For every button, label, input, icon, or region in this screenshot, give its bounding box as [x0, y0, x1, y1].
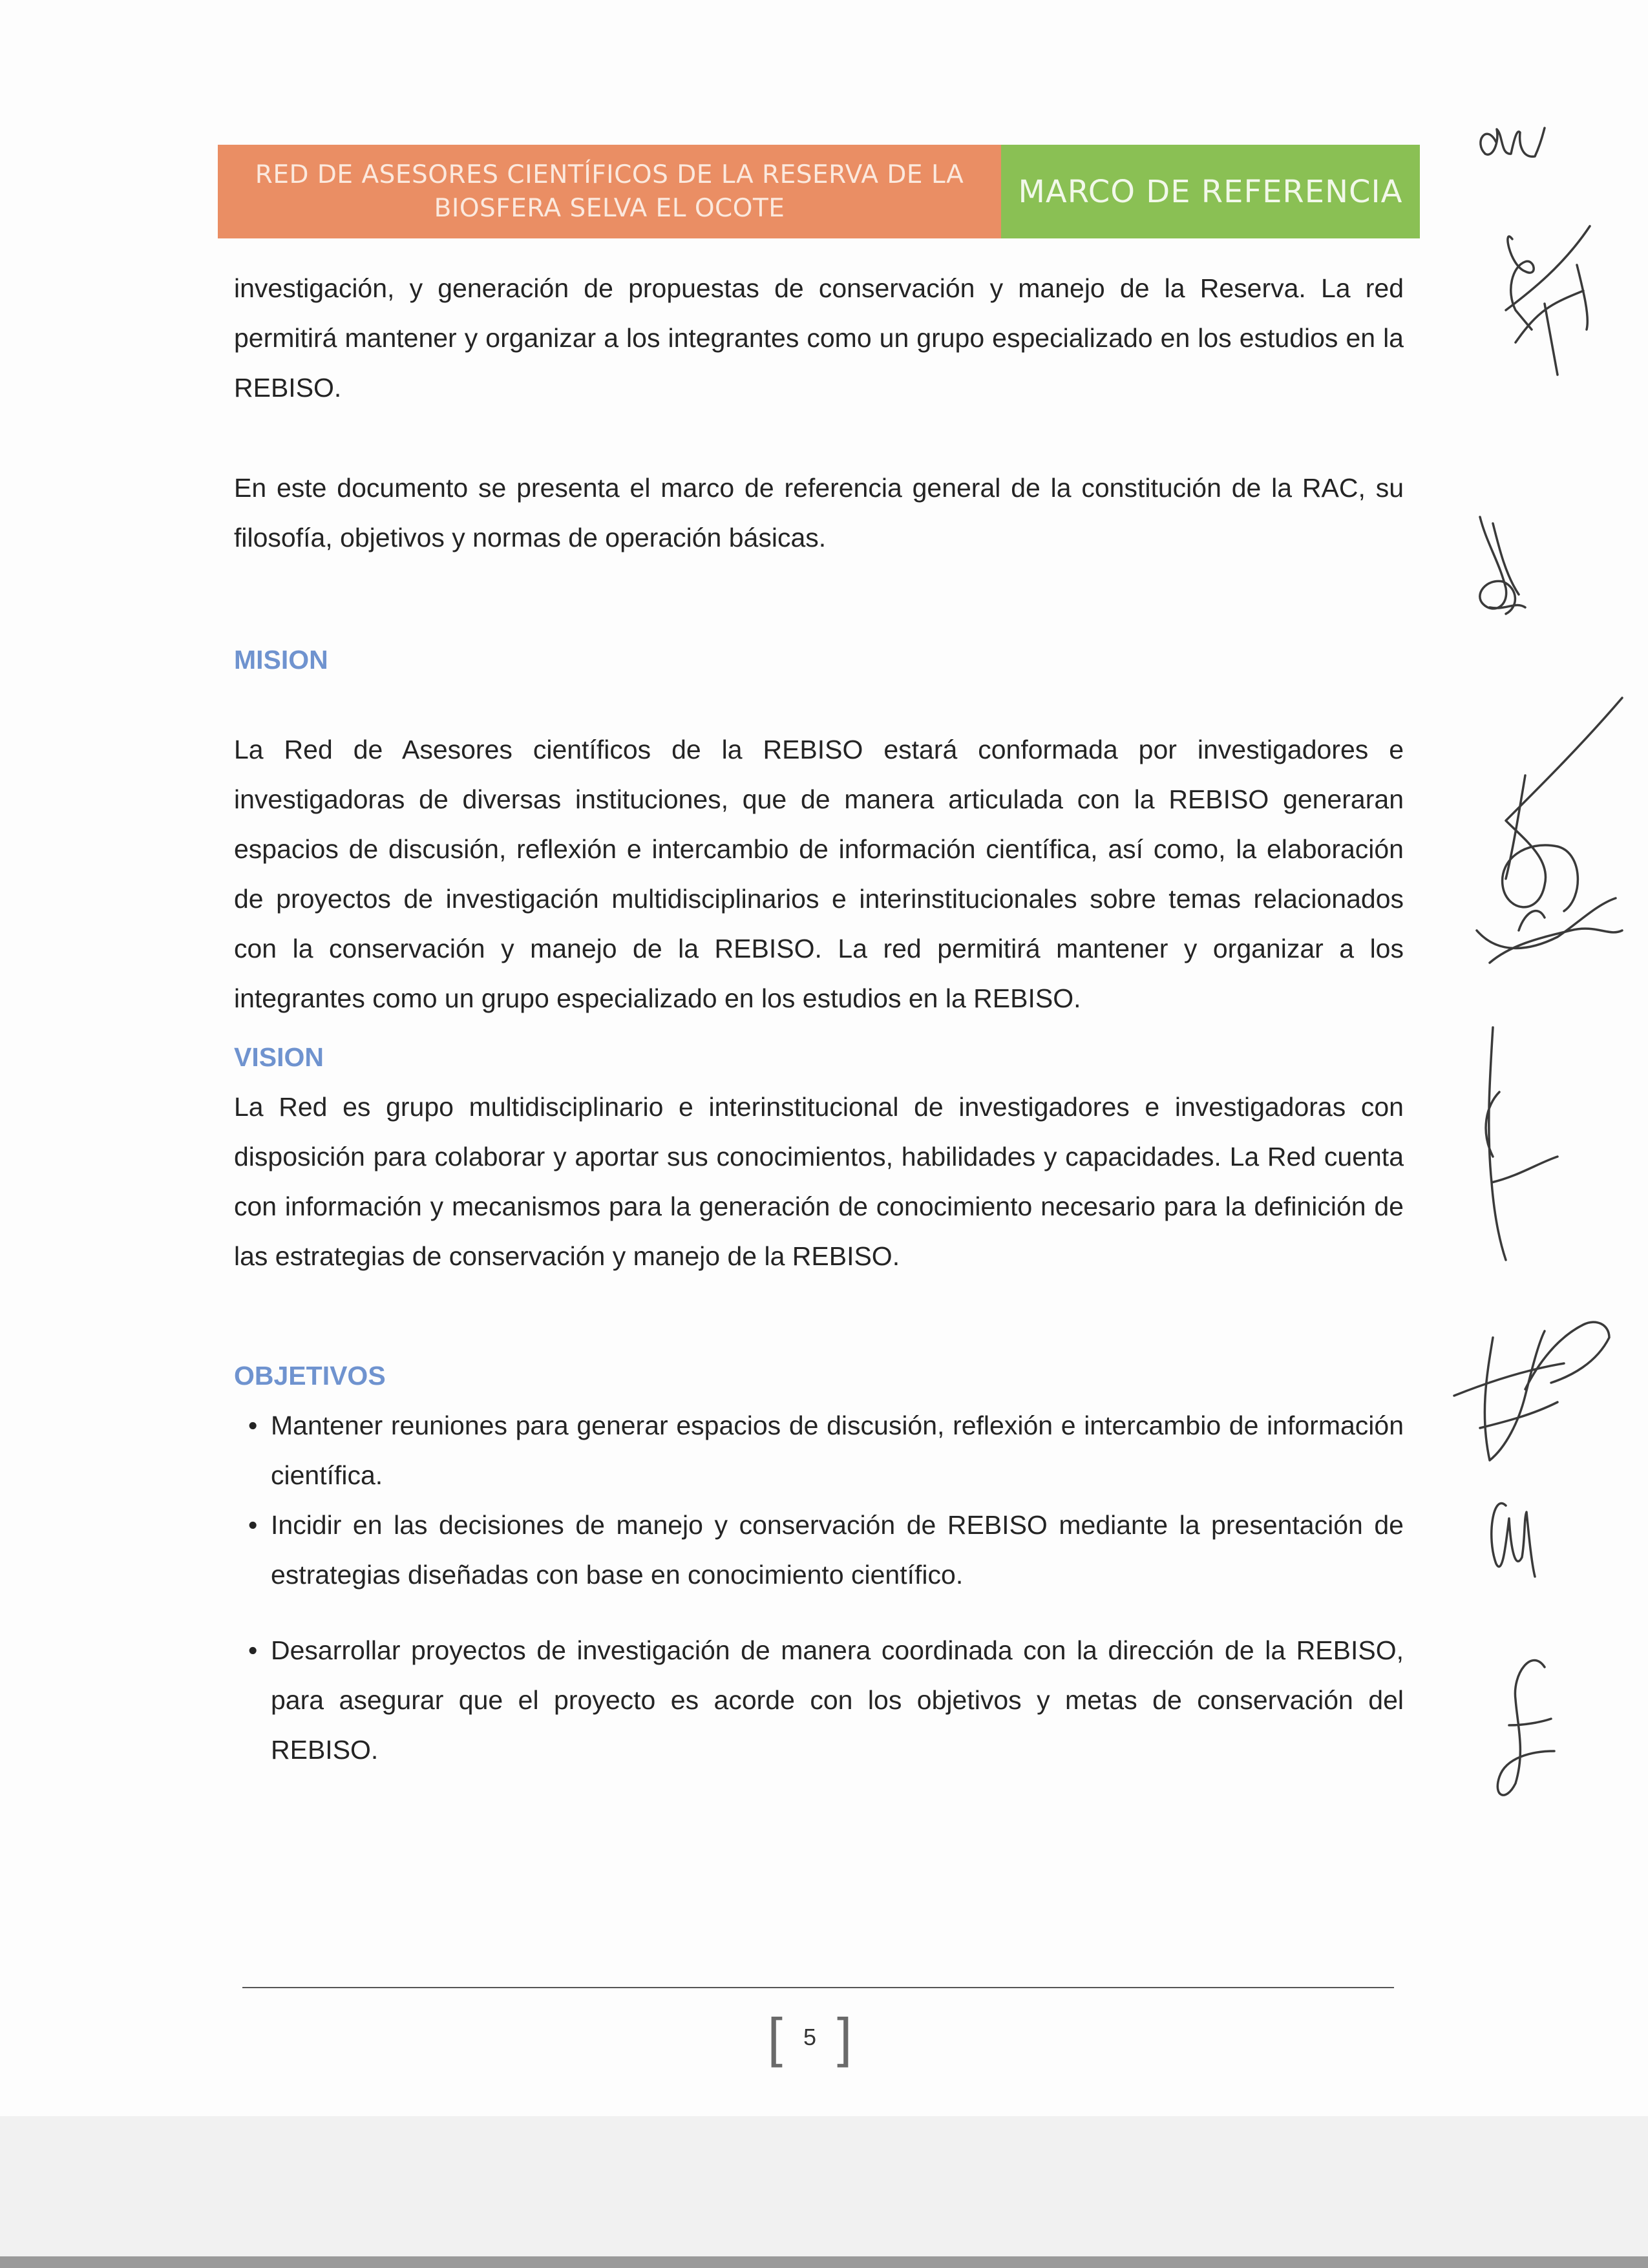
- page-number: 5: [803, 2024, 817, 2050]
- scan-margin: [0, 2116, 1648, 2268]
- signature-6: [1454, 1322, 1609, 1460]
- signature-4-large: [1477, 698, 1622, 963]
- objetivo-item: • Desarrollar proyectos de investigación de manera coordinada con la dirección de la REBISO, para asegurar que el proyecto es acorde con los objetivos y metas de conservación del REBISO.: [234, 1626, 1404, 1775]
- vision-heading: VISION: [234, 1042, 324, 1072]
- objetivos-heading: OBJETIVOS: [234, 1361, 386, 1391]
- bracket-left-icon: [: [767, 2006, 783, 2068]
- intro-paragraph-continued: investigación, y generación de propuestas de conservación y manejo de la Reserva. La red permitirá mantener y organizar a los integrantes como un grupo especializado en los estudios en la REBISO.: [234, 273, 1404, 403]
- header-title-line-1: RED DE ASESORES CIENTÍFICOS DE LA RESERVA DE LA: [255, 160, 964, 189]
- header-network-title: [218, 145, 1001, 238]
- bracket-right-icon: ]: [837, 2006, 852, 2068]
- document-body: [234, 264, 1404, 1775]
- page-number-box: [750, 2008, 870, 2066]
- scan-edge: [0, 2256, 1648, 2268]
- signature-2: [1506, 226, 1590, 375]
- objetivo-item: • Incidir en las decisiones de manejo y conservación de REBISO mediante la presentación de estrategias diseñadas con base en conocimiento científico.: [234, 1500, 1404, 1600]
- mision-heading: MISION: [234, 645, 328, 675]
- vision-text: La Red es grupo multidisciplinario e interinstitucional de investigadores e investigadoras con disposición para colaborar y aportar sus conocimientos, habilidades y capacidades. La Red cuenta con información y mecanismos para la generación de conocimiento necesario para la definición de las estrategias de conservación y manejo de la REBISO.: [234, 1092, 1404, 1271]
- intro-paragraph-framework: En este documento se presenta el marco de referencia general de la constitución de la RAC, su filosofía, objetivos y normas de operación básicas.: [234, 473, 1404, 552]
- signature-5: [1486, 1027, 1558, 1260]
- footer-divider: [242, 1987, 1394, 1988]
- signature-initials-top: [1481, 128, 1545, 156]
- margin-signatures: [1377, 97, 1648, 1854]
- signature-last: [1497, 1661, 1554, 1796]
- header-title-line-2: BIOSFERA SELVA EL OCOTE: [434, 193, 785, 223]
- signature-3: [1480, 517, 1525, 614]
- objetivo-item: • Mantener reuniones para generar espacios de discusión, reflexión e intercambio de información científica.: [234, 1401, 1404, 1500]
- objetivos-list: [234, 1401, 1404, 1775]
- mision-text: La Red de Asesores científicos de la REBISO estará conformada por investigadores e investigadoras de diversas instituciones, que de manera articulada con la REBISO generaran espacios de discusión, reflexión e intercambio de información científica, así como, la elaboración de proyectos de investigación multidisciplinarios e interinstitucionales sobre temas relacionados con la conservación y manejo de la REBISO. La red permitirá mantener y organizar a los integrantes como un grupo especializado en los estudios en la REBISO.: [234, 735, 1404, 1013]
- header-section-title: MARCO DE REFERENCIA: [1001, 145, 1420, 238]
- page-header: [218, 145, 1420, 238]
- signature-initials-bottom: [1492, 1503, 1535, 1577]
